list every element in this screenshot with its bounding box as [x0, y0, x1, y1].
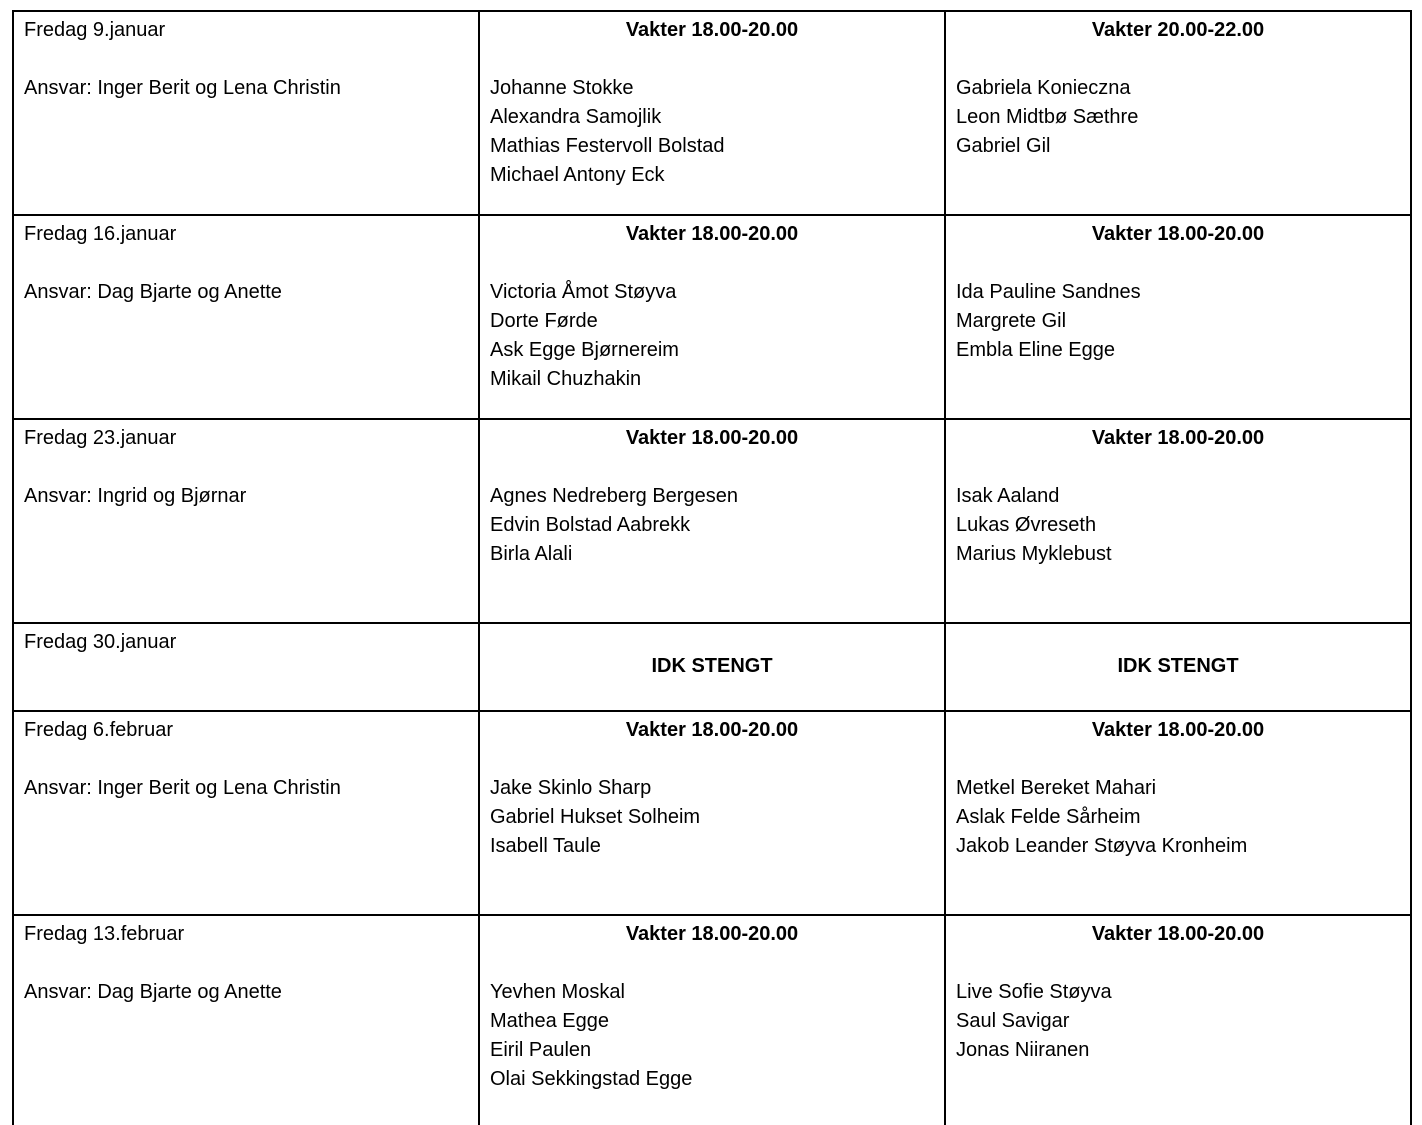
date-label: Fredag 13.februar — [24, 923, 185, 945]
shift-cell-first — [479, 711, 945, 915]
shift-header: Vakter 18.00-20.00 — [625, 427, 799, 449]
volunteer-name: Lukas Øvreseth — [956, 514, 1097, 536]
schedule-row — [13, 711, 1411, 915]
date-cell — [13, 711, 479, 915]
schedule-row — [13, 11, 1411, 215]
volunteer-name: Michael Antony Eck — [490, 164, 665, 186]
volunteer-name: Gabriela Konieczna — [956, 77, 1131, 99]
shift-header: Vakter 18.00-20.00 — [1091, 719, 1265, 741]
schedule-table — [12, 10, 1412, 1125]
volunteer-name: Olai Sekkingstad Egge — [490, 1068, 693, 1090]
closed-label: IDK STENGT — [1117, 655, 1239, 677]
shift-header: Vakter 18.00-20.00 — [1091, 923, 1265, 945]
volunteer-name: Embla Eline Egge — [956, 339, 1115, 361]
shift-header: Vakter 18.00-20.00 — [625, 719, 799, 741]
shift-cell-second — [945, 215, 1411, 419]
volunteer-name: Gabriel Gil — [956, 135, 1051, 157]
ansvar-label: Ansvar: Ingrid og Bjørnar — [24, 485, 247, 507]
shift-header: Vakter 20.00-22.00 — [1091, 19, 1265, 41]
volunteer-name: Jonas Niiranen — [956, 1039, 1090, 1061]
closed-cell-first — [479, 623, 945, 711]
shift-header: Vakter 18.00-20.00 — [1091, 223, 1265, 245]
volunteer-name: Isabell Taule — [490, 835, 601, 857]
volunteer-name: Jake Skinlo Sharp — [490, 777, 652, 799]
ansvar-label: Ansvar: Dag Bjarte og Anette — [24, 981, 282, 1003]
volunteer-name: Agnes Nedreberg Bergesen — [490, 485, 738, 507]
date-label: Fredag 23.januar — [24, 427, 177, 449]
schedule-row — [13, 215, 1411, 419]
schedule-row-closed — [13, 623, 1411, 711]
shift-cell-second — [945, 915, 1411, 1125]
date-label: Fredag 9.januar — [24, 19, 166, 41]
date-label: Fredag 30.januar — [24, 631, 177, 653]
shift-header: Vakter 18.00-20.00 — [1091, 427, 1265, 449]
shift-header: Vakter 18.00-20.00 — [625, 223, 799, 245]
shift-cell-first — [479, 419, 945, 623]
volunteer-name: Live Sofie Støyva — [956, 981, 1112, 1003]
volunteer-name: Leon Midtbø Sæthre — [956, 106, 1139, 128]
volunteer-name: Johanne Stokke — [490, 77, 634, 99]
date-cell — [13, 623, 479, 711]
volunteer-name: Mikail Chuzhakin — [490, 368, 642, 390]
volunteer-name: Alexandra Samojlik — [490, 106, 662, 128]
closed-label: IDK STENGT — [651, 655, 773, 677]
volunteer-name: Jakob Leander Støyva Kronheim — [956, 835, 1248, 857]
volunteer-name: Edvin Bolstad Aabrekk — [490, 514, 691, 536]
shift-cell-second — [945, 711, 1411, 915]
shift-cell-second — [945, 419, 1411, 623]
volunteer-name: Ask Egge Bjørnereim — [490, 339, 679, 361]
volunteer-name: Dorte Førde — [490, 310, 598, 332]
date-cell — [13, 419, 479, 623]
date-label: Fredag 6.februar — [24, 719, 173, 741]
date-cell — [13, 915, 479, 1125]
shift-cell-first — [479, 215, 945, 419]
volunteer-name: Mathea Egge — [490, 1010, 609, 1032]
volunteer-name: Eiril Paulen — [490, 1039, 592, 1061]
date-label: Fredag 16.januar — [24, 223, 177, 245]
shift-cell-second — [945, 11, 1411, 215]
ansvar-label: Ansvar: Inger Berit og Lena Christin — [24, 77, 341, 99]
date-cell — [13, 11, 479, 215]
volunteer-name: Aslak Felde Sårheim — [956, 806, 1141, 828]
ansvar-label: Ansvar: Dag Bjarte og Anette — [24, 281, 282, 303]
ansvar-label: Ansvar: Inger Berit og Lena Christin — [24, 777, 341, 799]
shift-header: Vakter 18.00-20.00 — [625, 19, 799, 41]
volunteer-name: Mathias Festervoll Bolstad — [490, 135, 725, 157]
date-cell — [13, 215, 479, 419]
closed-cell-second — [945, 623, 1411, 711]
volunteer-name: Margrete Gil — [956, 310, 1067, 332]
shift-cell-first — [479, 915, 945, 1125]
schedule-row — [13, 915, 1411, 1125]
volunteer-name: Yevhen Moskal — [490, 981, 625, 1003]
volunteer-name: Metkel Bereket Mahari — [956, 777, 1157, 799]
shift-header: Vakter 18.00-20.00 — [625, 923, 799, 945]
volunteer-name: Isak Aaland — [956, 485, 1060, 507]
volunteer-name: Saul Savigar — [956, 1010, 1070, 1032]
volunteer-name: Marius Myklebust — [956, 543, 1112, 565]
volunteer-name: Victoria Åmot Støyva — [490, 281, 677, 303]
schedule-row — [13, 419, 1411, 623]
volunteer-name: Ida Pauline Sandnes — [956, 281, 1141, 303]
volunteer-name: Birla Alali — [490, 543, 573, 565]
shift-cell-first — [479, 11, 945, 215]
volunteer-name: Gabriel Hukset Solheim — [490, 806, 701, 828]
